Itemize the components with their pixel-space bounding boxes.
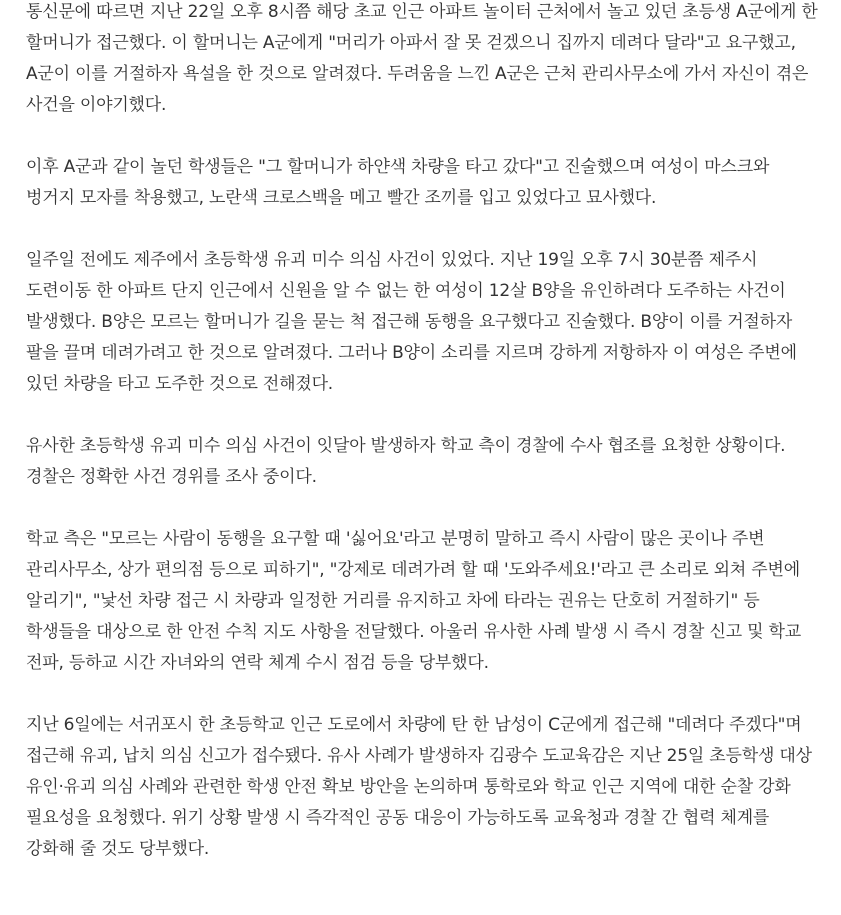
paragraph-6: 지난 6일에는 서귀포시 한 초등학교 인근 도로에서 차량에 탄 한 남성이 C군에게 접근해 "데려다 주겠다"며 접근해 유괴, 납치 의심 신고가 접수됐다. 유사 사례가 발생하자 김광수 도교육감은 지난 25일 초등학생 대상 유인·유괴 의심 사례와 관련한 학생 안전 확보 방안을 논의하며 통학로와 학교 인근 지역에 대한 순찰 강화 필요성을 요청했다. 위기 상황 발생 시 즉각적인 공동 대응이 가능하도록 교육청과 경찰 간 협력 체계를 강화해 줄 것도 당부했다.: [26, 715, 812, 859]
paragraph-1: 통신문에 따르면 지난 22일 오후 8시쯤 해당 초교 인근 아파트 놀이터 근처에서 놀고 있던 초등생 A군에게 한 할머니가 접근했다. 이 할머니는 A군에게 "머리가 아파서 잘 못 걷겠으니 집까지 데려다 달라"고 요구했고, A군이 이를 거절하자 욕설을 한 것으로 알려졌다. 두려움을 느낀 A군은 근처 관리사무소에 가서 자신이 겪은 사건을 이야기했다.: [26, 2, 818, 115]
paragraph-3: 일주일 전에도 제주에서 초등학생 유괴 미수 의심 사건이 있었다. 지난 19일 오후 7시 30분쯤 제주시 도련이동 한 아파트 단지 인근에서 신원을 알 수 없는 한 여성이 12살 B양을 유인하려다 도주하는 사건이 발생했다. B양은 모르는 할머니가 길을 묻는 척 접근해 동행을 요구했다고 진술했다. B양이 이를 거절하자 팔을 끌며 데려가려고 한 것으로 알려졌다. 그러나 B양이 소리를 지르며 강하게 저항하자 이 여성은 주변에 있던 차량을 타고 도주한 것으로 전해졌다.: [26, 250, 797, 394]
paragraph-2: 이후 A군과 같이 놀던 학생들은 "그 할머니가 하얀색 차량을 타고 갔다"고 진술했으며 여성이 마스크와 벙거지 모자를 착용했고, 노란색 크로스백을 메고 빨간 조끼를 입고 있었다고 묘사했다.: [26, 157, 770, 208]
paragraph-4: 유사한 초등학생 유괴 미수 의심 사건이 잇달아 발생하자 학교 측이 경찰에 수사 협조를 요청한 상황이다. 경찰은 정확한 사건 경위를 조사 중이다.: [26, 436, 786, 487]
paragraph-5: 학교 측은 "모르는 사람이 동행을 요구할 때 '싫어요'라고 분명히 말하고 즉시 사람이 많은 곳이나 주변 관리사무소, 상가 편의점 등으로 피하기", "강제로 데려가려 할 때 '도와주세요!'라고 큰 소리로 외쳐 주변에 알리기", "낯선 차량 접근 시 차량과 일정한 거리를 유지하고 차에 타라는 권유는 단호히 거절하기" 등 학생들을 대상으로 한 안전 수칙 지도 사항을 전달했다. 아울러 유사한 사례 발생 시 즉시 경찰 신고 및 학교 전파, 등하교 시간 자녀와의 연락 체계 수시 점검 등을 당부했다.: [26, 529, 801, 673]
